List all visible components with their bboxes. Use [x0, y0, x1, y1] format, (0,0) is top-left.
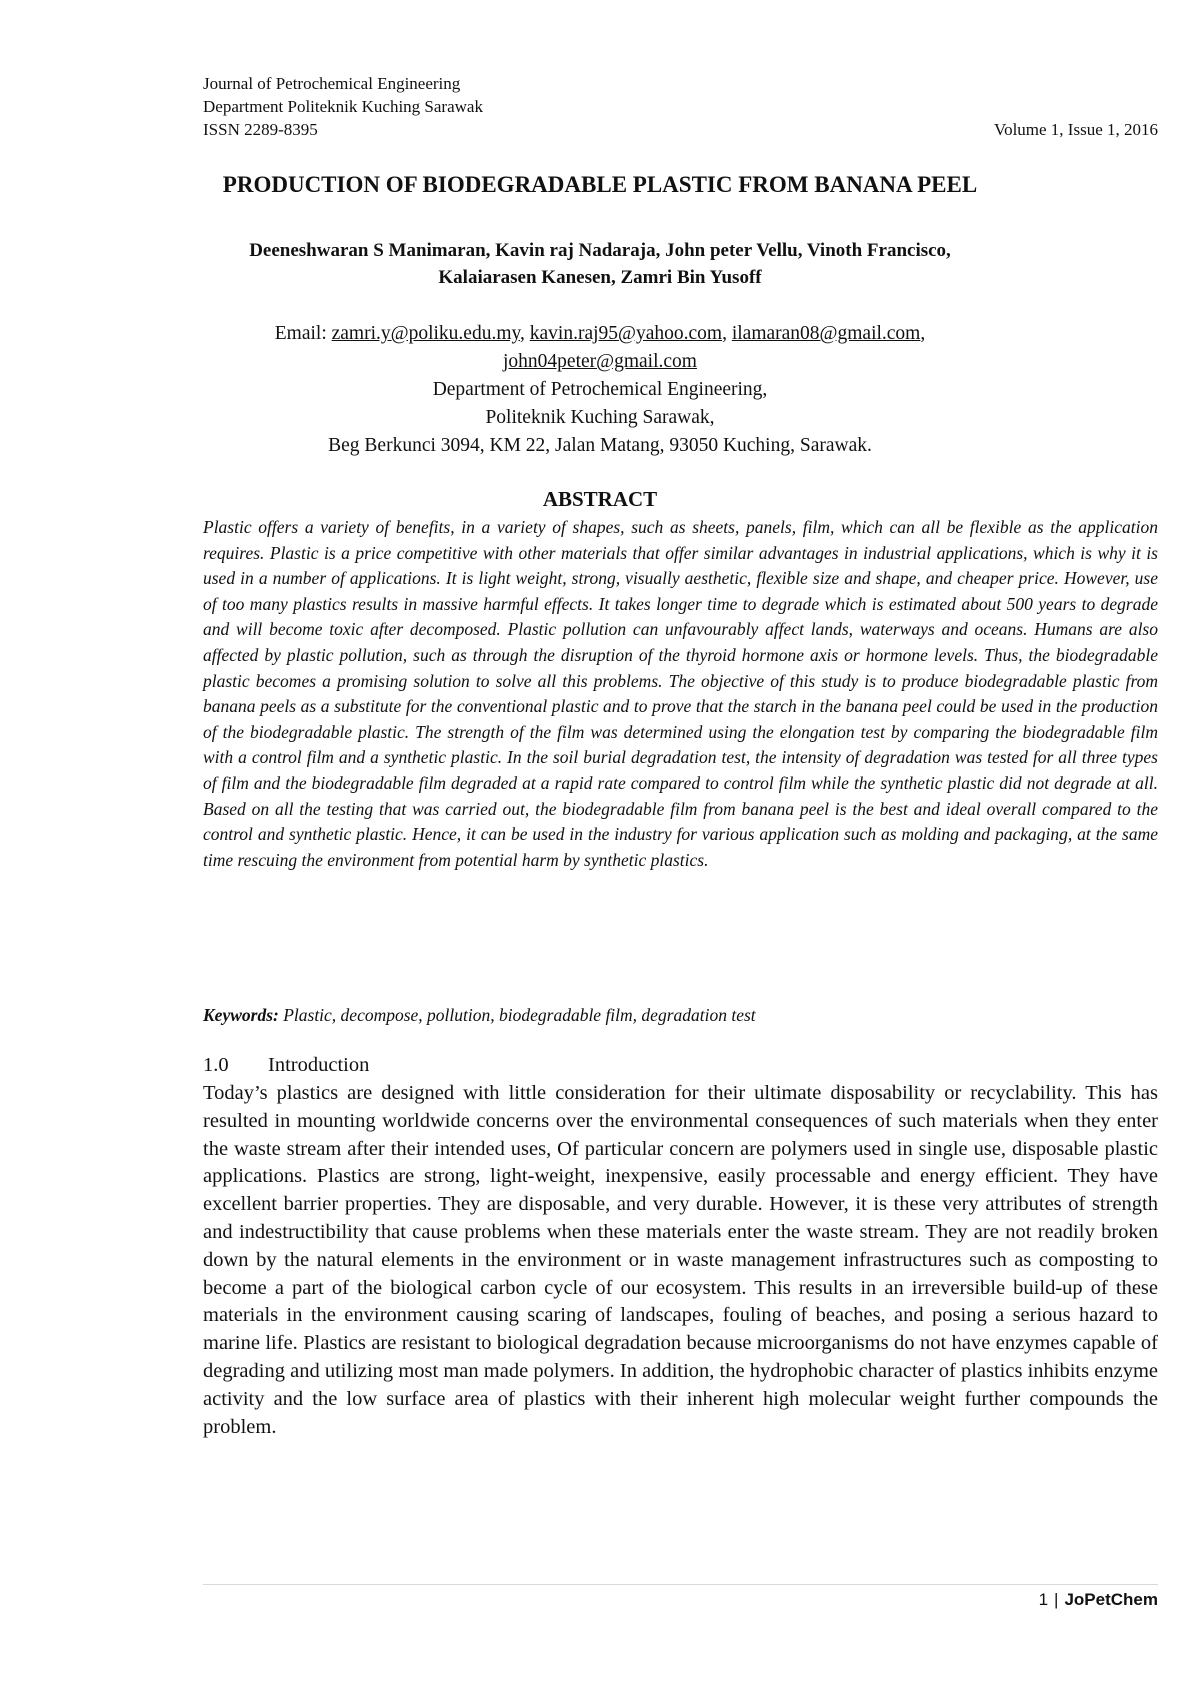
footer-divider — [203, 1584, 1158, 1585]
section-number: 1.0 — [203, 1054, 229, 1076]
introduction-body: Today’s plastics are designed with little consideration for their ultimate disposability or recyclability. This has resulted in mounting worldwide concerns over the environmental consequences of such materials when they enter the waste stream after their intended uses, Of particular concern are polymers used in single use, disposable plastic applications. Plastics are strong, light-weight, inexpensive, easily processable and energy efficient. They have excellent barrier properties. They are disposable, and very durable. However, it is these very attributes of strength and indestructibility that cause problems when these materials enter the waste stream. They are not readily broken down by the natural elements in the environment or in waste management infrastructures such as composting to become a part of the biological carbon cycle of our ecosystem. This results in an irreversible build-up of these materials in the environment causing scaring of landscapes, fouling of beaches, and posing a serious hazard to marine life. Plastics are resistant to biological degradation because microorganisms do not have enzymes capable of degrading and utilizing most man made polymers. In addition, the hydrophobic character of plastics inhibits enzyme activity and the low surface area of plastics with their inherent high molecular weight further compounds the problem. — [203, 1082, 1158, 1438]
affiliation-department: Department of Petrochemical Engineering, — [432, 379, 768, 400]
page-number: 1 — [1038, 1590, 1049, 1609]
footer-separator: | — [1054, 1590, 1059, 1609]
affiliation-address: Beg Berkunci 3094, KM 22, Jalan Matang, 93050 Kuching, Sarawak. — [328, 435, 872, 456]
keywords — [203, 1005, 1158, 1026]
journal-short-name: JoPetChem — [1064, 1590, 1158, 1609]
journal-name: Journal of Petrochemical Engineering — [203, 74, 461, 93]
section-title: Introduction — [268, 1054, 370, 1076]
email-trailing-comma: , — [920, 323, 926, 344]
email-link-john[interactable]: john04peter@gmail.com — [503, 351, 697, 372]
keywords-text: Plastic, decompose, pollution, biodegradable film, degradation test — [278, 1005, 756, 1025]
email-link-ilamaran[interactable]: ilamaran08@gmail.com — [731, 323, 921, 344]
email-line-2 — [150, 348, 1050, 376]
author-list — [170, 237, 1030, 291]
affiliation-block — [150, 320, 1050, 460]
keywords-label: Keywords: — [203, 1005, 279, 1025]
issn: ISSN 2289-8395 — [203, 120, 318, 139]
abstract-text: Plastic offers a variety of benefits, in a variety of shapes, such as sheets, panels, film, which can all be flexible as the application requires. Plastic is a price competitive with other materials that offer similar advantages in industrial applications, which is why it is used in a number of applications. It is light weight, strong, visually aesthetic, flexible size and shape, and cheaper price. However, use of too many plastics results in massive harmful effects. It takes longer time to degrade which is estimated about 500 years to degrade and will become toxic after decomposed. Plastic pollution can unfavourably affect lands, waterways and oceans. Humans are also affected by plastic pollution, such as through the disruption of the thyroid hormone axis or hormone levels. Thus, the biodegradable plastic becomes a promising solution to solve all this problems. The objective of this study is to produce biodegradable plastic from banana peels as a substitute for the conventional plastic and to prove that the starch in the banana peel could be used in the production of the biodegradable plastic. The strength of the film was determined using the elongation test by comparing the biodegradable film with a control film and a synthetic plastic. In the soil burial degradation test, the intensity of degradation was tested for all three types of film and the biodegradable film degraded at a rapid rate compared to control film while the synthetic plastic did not degrade at all. Based on all the testing that was carried out, the biodegradable film from banana peel is the best and ideal overall compared to the control and synthetic plastic. Hence, it can be used in the industry for various application such as molding and packaging, at the same time rescuing the environment from potential harm by synthetic plastics. — [203, 517, 1158, 870]
volume-issue: Volume 1, Issue 1, 2016 — [993, 120, 1158, 139]
abstract-heading: ABSTRACT — [542, 487, 658, 511]
email-label: Email: — [274, 323, 332, 344]
author-line-2: Kalaiarasen Kanesen, Zamri Bin Yusoff — [438, 267, 762, 288]
email-link-zamri[interactable]: zamri.y@poliku.edu.my — [331, 323, 520, 344]
email-separator: , — [722, 323, 732, 344]
journal-meta-row — [203, 118, 1158, 141]
email-link-kavin[interactable]: kavin.raj95@yahoo.com — [529, 323, 723, 344]
journal-department: Department Politeknik Kuching Sarawak — [203, 97, 483, 116]
section-heading — [203, 1052, 369, 1079]
email-line — [150, 320, 1050, 348]
author-line-1: Deeneshwaran S Manimaran, Kavin raj Nadaraja, John peter Vellu, Vinoth Francisco, — [249, 240, 951, 261]
affiliation-institution: Politeknik Kuching Sarawak, — [485, 407, 715, 428]
page-footer — [1039, 1590, 1158, 1610]
email-separator: , — [520, 323, 530, 344]
paper-title: PRODUCTION OF BIODEGRADABLE PLASTIC FROM BANANA PEEL — [222, 172, 978, 197]
journal-header — [203, 72, 1158, 141]
